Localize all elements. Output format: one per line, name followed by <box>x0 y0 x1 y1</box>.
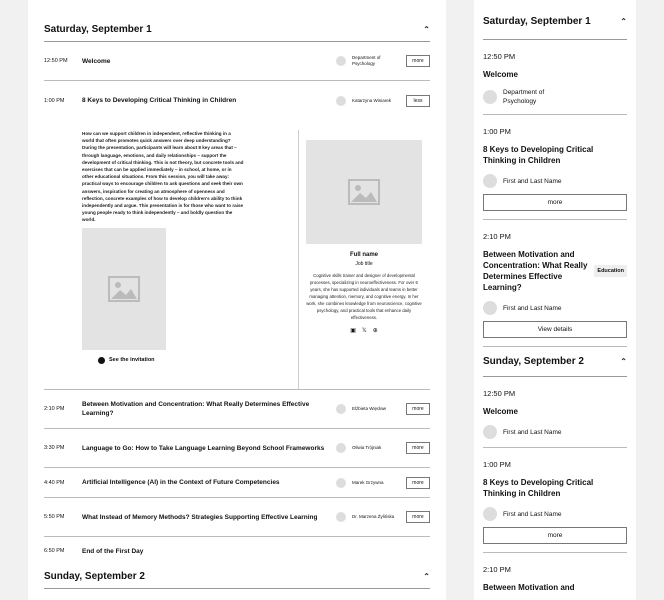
speaker <box>336 55 406 67</box>
session-time: 1:00 PM <box>44 97 65 104</box>
session-row <box>44 468 430 498</box>
avatar <box>483 425 497 439</box>
chevron-up-icon[interactable]: ⌃ <box>423 25 430 34</box>
avatar <box>483 174 497 188</box>
avatar <box>336 478 346 488</box>
agenda-panel <box>28 0 446 600</box>
speaker-bio: Cognitive skills trainer and designer of developmental processes, specializing in neuroeffectiveness. For over 6 years, she has supported individuals and teams in better managing attention, memory, and cognitive energy. In her work, she combines knowledge from neuroscience, cognitive psychology, and practical tools that enhance daily effectiveness. <box>306 273 422 320</box>
day-title: Saturday, September 1 <box>44 24 152 35</box>
session-title: Between Motivation and Concentration: What Really Determines Effective Learning? <box>82 401 310 417</box>
speaker <box>483 88 627 106</box>
session-title: Welcome <box>483 407 518 416</box>
chevron-up-icon[interactable]: ⌃ <box>423 572 430 581</box>
speaker-name: Katarzyna Winiarek <box>352 97 392 103</box>
session-time: 2:10 PM <box>483 232 511 241</box>
day-title: Sunday, September 2 <box>483 356 584 367</box>
more-button[interactable]: more <box>406 511 430 523</box>
day-header-sunday[interactable] <box>44 565 430 589</box>
less-button[interactable]: less <box>406 95 430 107</box>
avatar <box>336 443 346 453</box>
more-button[interactable]: more <box>406 442 430 454</box>
more-button[interactable]: more <box>483 194 627 211</box>
session-time: 5:50 PM <box>44 514 65 520</box>
session-title: What Instead of Memory Methods? Strategies Supporting Effective Learning <box>82 513 318 521</box>
session-title: Artificial Intelligence (AI) in the Context of Future Competencies <box>82 479 280 486</box>
day-title: Saturday, September 1 <box>483 16 591 27</box>
speaker <box>336 96 406 106</box>
speaker <box>483 301 627 315</box>
session-title: 8 Keys to Developing Critical Thinking in Children <box>483 478 594 498</box>
speaker <box>336 404 406 414</box>
linkedin-icon[interactable]: ▣ <box>350 328 356 334</box>
session-title: End of the First Day <box>82 547 144 555</box>
session-time: 12:50 PM <box>483 52 516 61</box>
speaker-name: First and Last Name <box>503 428 562 436</box>
avatar <box>483 507 497 521</box>
speaker-name: Department of Psychology <box>352 55 381 66</box>
session-title: Welcome <box>483 70 518 79</box>
day-title: Sunday, September 2 <box>44 571 145 582</box>
speaker-name: First and Last Name <box>503 177 562 185</box>
session-item <box>483 220 627 347</box>
globe-icon[interactable]: ⊕ <box>372 328 378 334</box>
session-title: Welcome <box>82 57 111 65</box>
session-row <box>44 81 430 120</box>
chevron-up-icon[interactable]: ⌃ <box>620 357 627 366</box>
speaker-name: First and Last Name <box>503 304 562 312</box>
speaker-name: Marek Grzywna <box>352 479 384 485</box>
session-title: Between Motivation and Concentration: What Really Determines Effective Learning? <box>483 250 588 292</box>
speaker-name: Oliwia Trójniak <box>352 445 382 450</box>
session-time: 12:50 PM <box>44 58 68 64</box>
session-time: 12:50 PM <box>483 389 516 398</box>
session-detail <box>44 120 430 390</box>
session-time: 3:30 PM <box>44 445 65 451</box>
speaker-full-name: Full name <box>349 252 378 258</box>
session-title: Language to Go: How to Take Language Learning Beyond School Frameworks <box>82 444 325 452</box>
avatar <box>336 404 346 414</box>
day-header-saturday[interactable] <box>44 0 430 42</box>
speaker <box>483 425 627 439</box>
more-button[interactable]: more <box>406 55 430 67</box>
speaker <box>336 478 406 488</box>
speaker-card <box>298 130 430 389</box>
image-placeholder-icon <box>82 228 166 350</box>
session-description: How can we support children in independent, reflective thinking in a world that often promotes quick answers over deep understanding? During the presentation, participants will learn about 8 key areas that – through language, emotions, and daily relationships – support the development of critical thinking. This is not theory, but concrete tools and exercises that can be applied immediately – in school, at home, or in other educational situations. From this session, you will take away: practical ways to encourage children to ask questions and seek their own answers, inspiration for creating an atmosphere of openness and reflection, concrete examples of how to develop children's ability to think independently and argue. This presentation is for those who want to raise young people ready to think independently – and boldly question the world. <box>82 131 244 223</box>
session-title: Between Motivation and <box>483 583 575 592</box>
session-row <box>44 429 430 468</box>
speaker <box>483 174 627 188</box>
day-header-sunday[interactable] <box>483 347 627 377</box>
session-title: 8 Keys to Developing Critical Thinking in Children <box>82 97 237 104</box>
avatar <box>336 512 346 522</box>
speaker <box>336 443 406 453</box>
session-time: 2:10 PM <box>44 406 65 412</box>
session-time: 4:40 PM <box>44 479 65 486</box>
speaker <box>483 507 627 521</box>
more-button[interactable]: more <box>406 403 430 415</box>
session-time: 1:00 PM <box>483 460 511 469</box>
chevron-up-icon[interactable]: ⌃ <box>620 17 627 26</box>
view-details-button[interactable]: View details <box>483 321 627 338</box>
avatar <box>336 96 346 106</box>
session-row <box>44 390 430 429</box>
session-row <box>44 537 430 565</box>
category-badge: Education <box>594 265 627 277</box>
more-button[interactable]: more <box>406 477 430 489</box>
session-item <box>483 115 627 220</box>
speaker <box>336 512 406 522</box>
x-icon[interactable]: 𝕏 <box>361 328 367 334</box>
session-time: 1:00 PM <box>483 127 511 136</box>
more-button[interactable]: more <box>483 527 627 544</box>
image-placeholder-icon <box>306 140 422 244</box>
see-invitation-link[interactable] <box>98 357 244 364</box>
session-row <box>44 498 430 537</box>
session-item <box>483 377 627 448</box>
session-item <box>483 553 627 600</box>
speaker-name: Department of Psychology <box>503 89 545 105</box>
speaker-name: First and Last Name <box>503 510 562 518</box>
speaker-job-title: Job title <box>355 261 373 267</box>
invitation-label: See the invitation <box>109 357 155 364</box>
session-item <box>483 40 627 115</box>
session-item <box>483 448 627 553</box>
avatar <box>483 301 497 315</box>
speaker-name: Dr. Marzena Żylińska <box>352 514 395 519</box>
speaker-name: Elżbieta Więcław <box>352 406 387 411</box>
session-title: 8 Keys to Developing Critical Thinking in Children <box>483 145 594 165</box>
avatar <box>336 56 346 66</box>
avatar <box>483 90 497 104</box>
day-header-saturday[interactable] <box>483 0 627 40</box>
play-icon <box>98 357 105 364</box>
session-time: 2:10 PM <box>483 565 511 574</box>
session-row <box>44 42 430 81</box>
session-time: 6:50 PM <box>44 548 65 554</box>
mobile-agenda-panel <box>474 0 636 600</box>
